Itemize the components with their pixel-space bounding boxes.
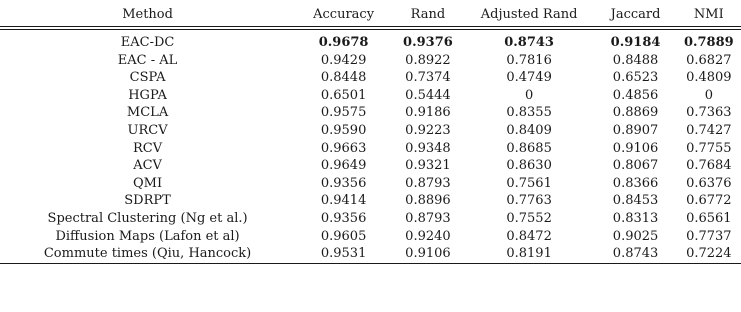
cell-nmi: 0 — [704, 87, 713, 103]
cell-adjusted-rand: 0.4749 — [506, 70, 552, 86]
cell-adjusted-rand: 0.8685 — [506, 140, 552, 156]
cell-nmi: 0.7363 — [686, 105, 732, 121]
table-row — [0, 140, 741, 158]
cell-adjusted-rand: 0 — [524, 87, 534, 103]
cell-adjusted-rand: 0.8191 — [506, 246, 552, 262]
cell-adjusted-rand: 0.8743 — [504, 35, 554, 50]
table-row — [0, 192, 741, 210]
table-row — [0, 245, 741, 263]
cell-accuracy: 0.9414 — [320, 193, 367, 209]
cell-accuracy: 0.9356 — [320, 175, 367, 191]
table-row — [0, 52, 741, 70]
cell-method: URCV — [127, 122, 168, 138]
cell-accuracy: 0.9590 — [320, 122, 367, 138]
cell-nmi: 0.7889 — [683, 35, 734, 50]
header-rand: Rand — [410, 7, 446, 22]
cell-rand: 0.9240 — [405, 228, 451, 244]
cell-accuracy: 0.8448 — [320, 70, 367, 86]
header-nmi: NMI — [693, 7, 724, 22]
cell-nmi: 0.6772 — [686, 193, 732, 209]
table-body — [0, 28, 741, 263]
table-row — [0, 157, 741, 175]
cell-method: EAC-DC — [120, 35, 175, 50]
cell-jaccard: 0.8313 — [612, 210, 659, 226]
cell-adjusted-rand: 0.7552 — [506, 210, 552, 226]
table-row — [0, 122, 741, 140]
cell-accuracy: 0.9649 — [320, 158, 367, 174]
header-method: Method — [122, 7, 173, 22]
cell-adjusted-rand: 0.8355 — [506, 105, 552, 121]
cell-jaccard: 0.9025 — [612, 228, 659, 244]
cell-rand: 0.9106 — [405, 246, 451, 262]
cell-jaccard: 0.8869 — [612, 105, 659, 121]
results-table — [0, 4, 741, 264]
cell-jaccard: 0.6523 — [612, 70, 659, 86]
header-adjusted-rand: Adjusted Rand — [480, 7, 578, 22]
cell-accuracy: 0.9605 — [320, 228, 367, 244]
cell-jaccard: 0.9184 — [610, 35, 661, 50]
cell-jaccard: 0.9106 — [612, 140, 659, 156]
cell-adjusted-rand: 0.8630 — [506, 158, 552, 174]
cell-method: Diffusion Maps (Lafon et al) — [55, 228, 240, 244]
cell-accuracy: 0.9429 — [320, 52, 367, 68]
cell-jaccard: 0.8067 — [612, 158, 659, 174]
cell-accuracy: 0.6501 — [320, 87, 367, 103]
cell-method: Commute times (Qiu, Hancock) — [43, 246, 252, 262]
table-row — [0, 210, 741, 228]
cell-accuracy: 0.9356 — [320, 210, 367, 226]
table-row — [0, 87, 741, 105]
cell-jaccard: 0.8743 — [612, 246, 659, 262]
cell-method: CSPA — [129, 70, 166, 86]
cell-method: MCLA — [126, 105, 169, 121]
header-accuracy: Accuracy — [313, 7, 375, 22]
cell-rand: 0.7374 — [405, 70, 451, 86]
cell-adjusted-rand: 0.7816 — [506, 52, 552, 68]
cell-nmi: 0.7755 — [686, 140, 732, 156]
cell-adjusted-rand: 0.7561 — [506, 175, 552, 191]
cell-nmi: 0.6376 — [686, 175, 732, 191]
cell-rand: 0.9223 — [405, 122, 451, 138]
cell-rand: 0.8793 — [405, 210, 451, 226]
cell-jaccard: 0.8907 — [612, 122, 659, 138]
cell-nmi: 0.7684 — [686, 158, 732, 174]
cell-adjusted-rand: 0.8409 — [506, 122, 552, 138]
cell-jaccard: 0.4856 — [612, 87, 659, 103]
table-row — [0, 69, 741, 87]
cell-nmi: 0.6827 — [686, 52, 732, 68]
cell-jaccard: 0.8453 — [612, 193, 659, 209]
cell-rand: 0.9376 — [403, 35, 453, 50]
cell-jaccard: 0.8488 — [612, 52, 659, 68]
table-row — [0, 228, 741, 246]
cell-method: ACV — [133, 158, 162, 174]
cell-rand: 0.9186 — [405, 105, 451, 121]
cell-accuracy: 0.9678 — [318, 35, 369, 50]
cell-accuracy: 0.9663 — [320, 140, 367, 156]
cell-accuracy: 0.9575 — [320, 105, 367, 121]
cell-adjusted-rand: 0.8472 — [506, 228, 552, 244]
table-row — [0, 28, 741, 52]
cell-method: Spectral Clustering (Ng et al.) — [47, 210, 248, 226]
table-row — [0, 175, 741, 193]
cell-method: QMI — [133, 175, 163, 191]
cell-nmi: 0.4809 — [686, 70, 732, 86]
cell-method: SDRPT — [124, 193, 171, 209]
cell-adjusted-rand: 0.7763 — [506, 193, 552, 209]
cell-nmi: 0.7427 — [686, 122, 732, 138]
header-jaccard: Jaccard — [610, 7, 661, 22]
cell-nmi: 0.6561 — [686, 210, 732, 226]
cell-rand: 0.8793 — [405, 175, 451, 191]
table-header-row — [0, 4, 741, 28]
cell-rand: 0.5444 — [405, 87, 451, 103]
cell-method: EAC - AL — [117, 52, 178, 68]
cell-nmi: 0.7224 — [686, 246, 732, 262]
cell-rand: 0.8922 — [405, 52, 451, 68]
cell-accuracy: 0.9531 — [320, 246, 367, 262]
cell-rand: 0.9321 — [405, 158, 451, 174]
table-row — [0, 104, 741, 122]
cell-method: RCV — [133, 140, 163, 156]
cell-rand: 0.8896 — [405, 193, 451, 209]
cell-nmi: 0.7737 — [686, 228, 732, 244]
cell-method: HGPA — [128, 87, 167, 103]
cell-rand: 0.9348 — [405, 140, 451, 156]
cell-jaccard: 0.8366 — [612, 175, 659, 191]
